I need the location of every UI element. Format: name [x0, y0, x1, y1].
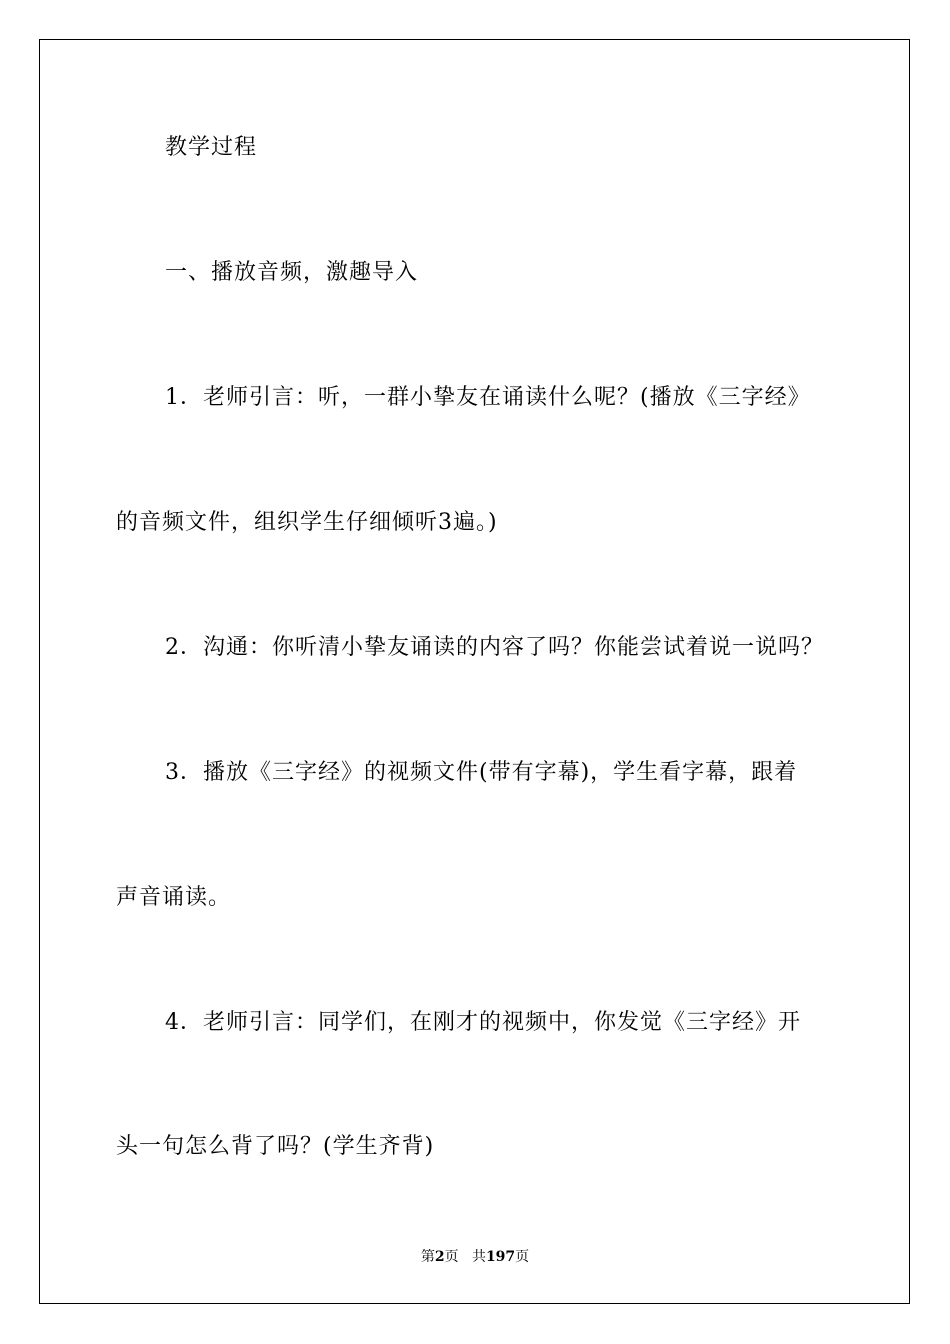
footer-page-prefix: 第 [420, 1249, 435, 1265]
footer-page-suffix: 页 [444, 1249, 459, 1265]
paragraph-item-4: 4．老师引言：同学们，在刚才的视频中，你发觉《三字经》开 [165, 1010, 801, 1035]
page-border [39, 39, 910, 1304]
footer-total-prefix: 共 [471, 1249, 486, 1265]
section-heading: 教学过程 [165, 135, 258, 160]
paragraph-item-3: 3．播放《三字经》的视频文件(带有字幕)，学生看字幕，跟着 [165, 760, 798, 785]
paragraph-item-1: 1．老师引言：听，一群小挚友在诵读什么呢？(播放《三字经》 [165, 385, 811, 410]
footer-page-number: 2 [434, 1249, 445, 1265]
paragraph-item-2: 2．沟通：你听清小挚友诵读的内容了吗？你能尝试着说一说吗？ [165, 635, 824, 660]
paragraph-item-4-continued: 头一句怎么背了吗？(学生齐背) [116, 1134, 435, 1159]
page-footer [0, 1248, 950, 1266]
paragraph-item-1-continued: 的音频文件，组织学生仔细倾听3遍。) [116, 510, 498, 535]
paragraph-item-3-continued: 声音诵读。 [116, 885, 232, 910]
footer-total-pages: 197 [485, 1249, 516, 1265]
footer-total-suffix: 页 [515, 1249, 530, 1265]
subsection-heading: 一、播放音频，激趣导入 [165, 260, 419, 285]
